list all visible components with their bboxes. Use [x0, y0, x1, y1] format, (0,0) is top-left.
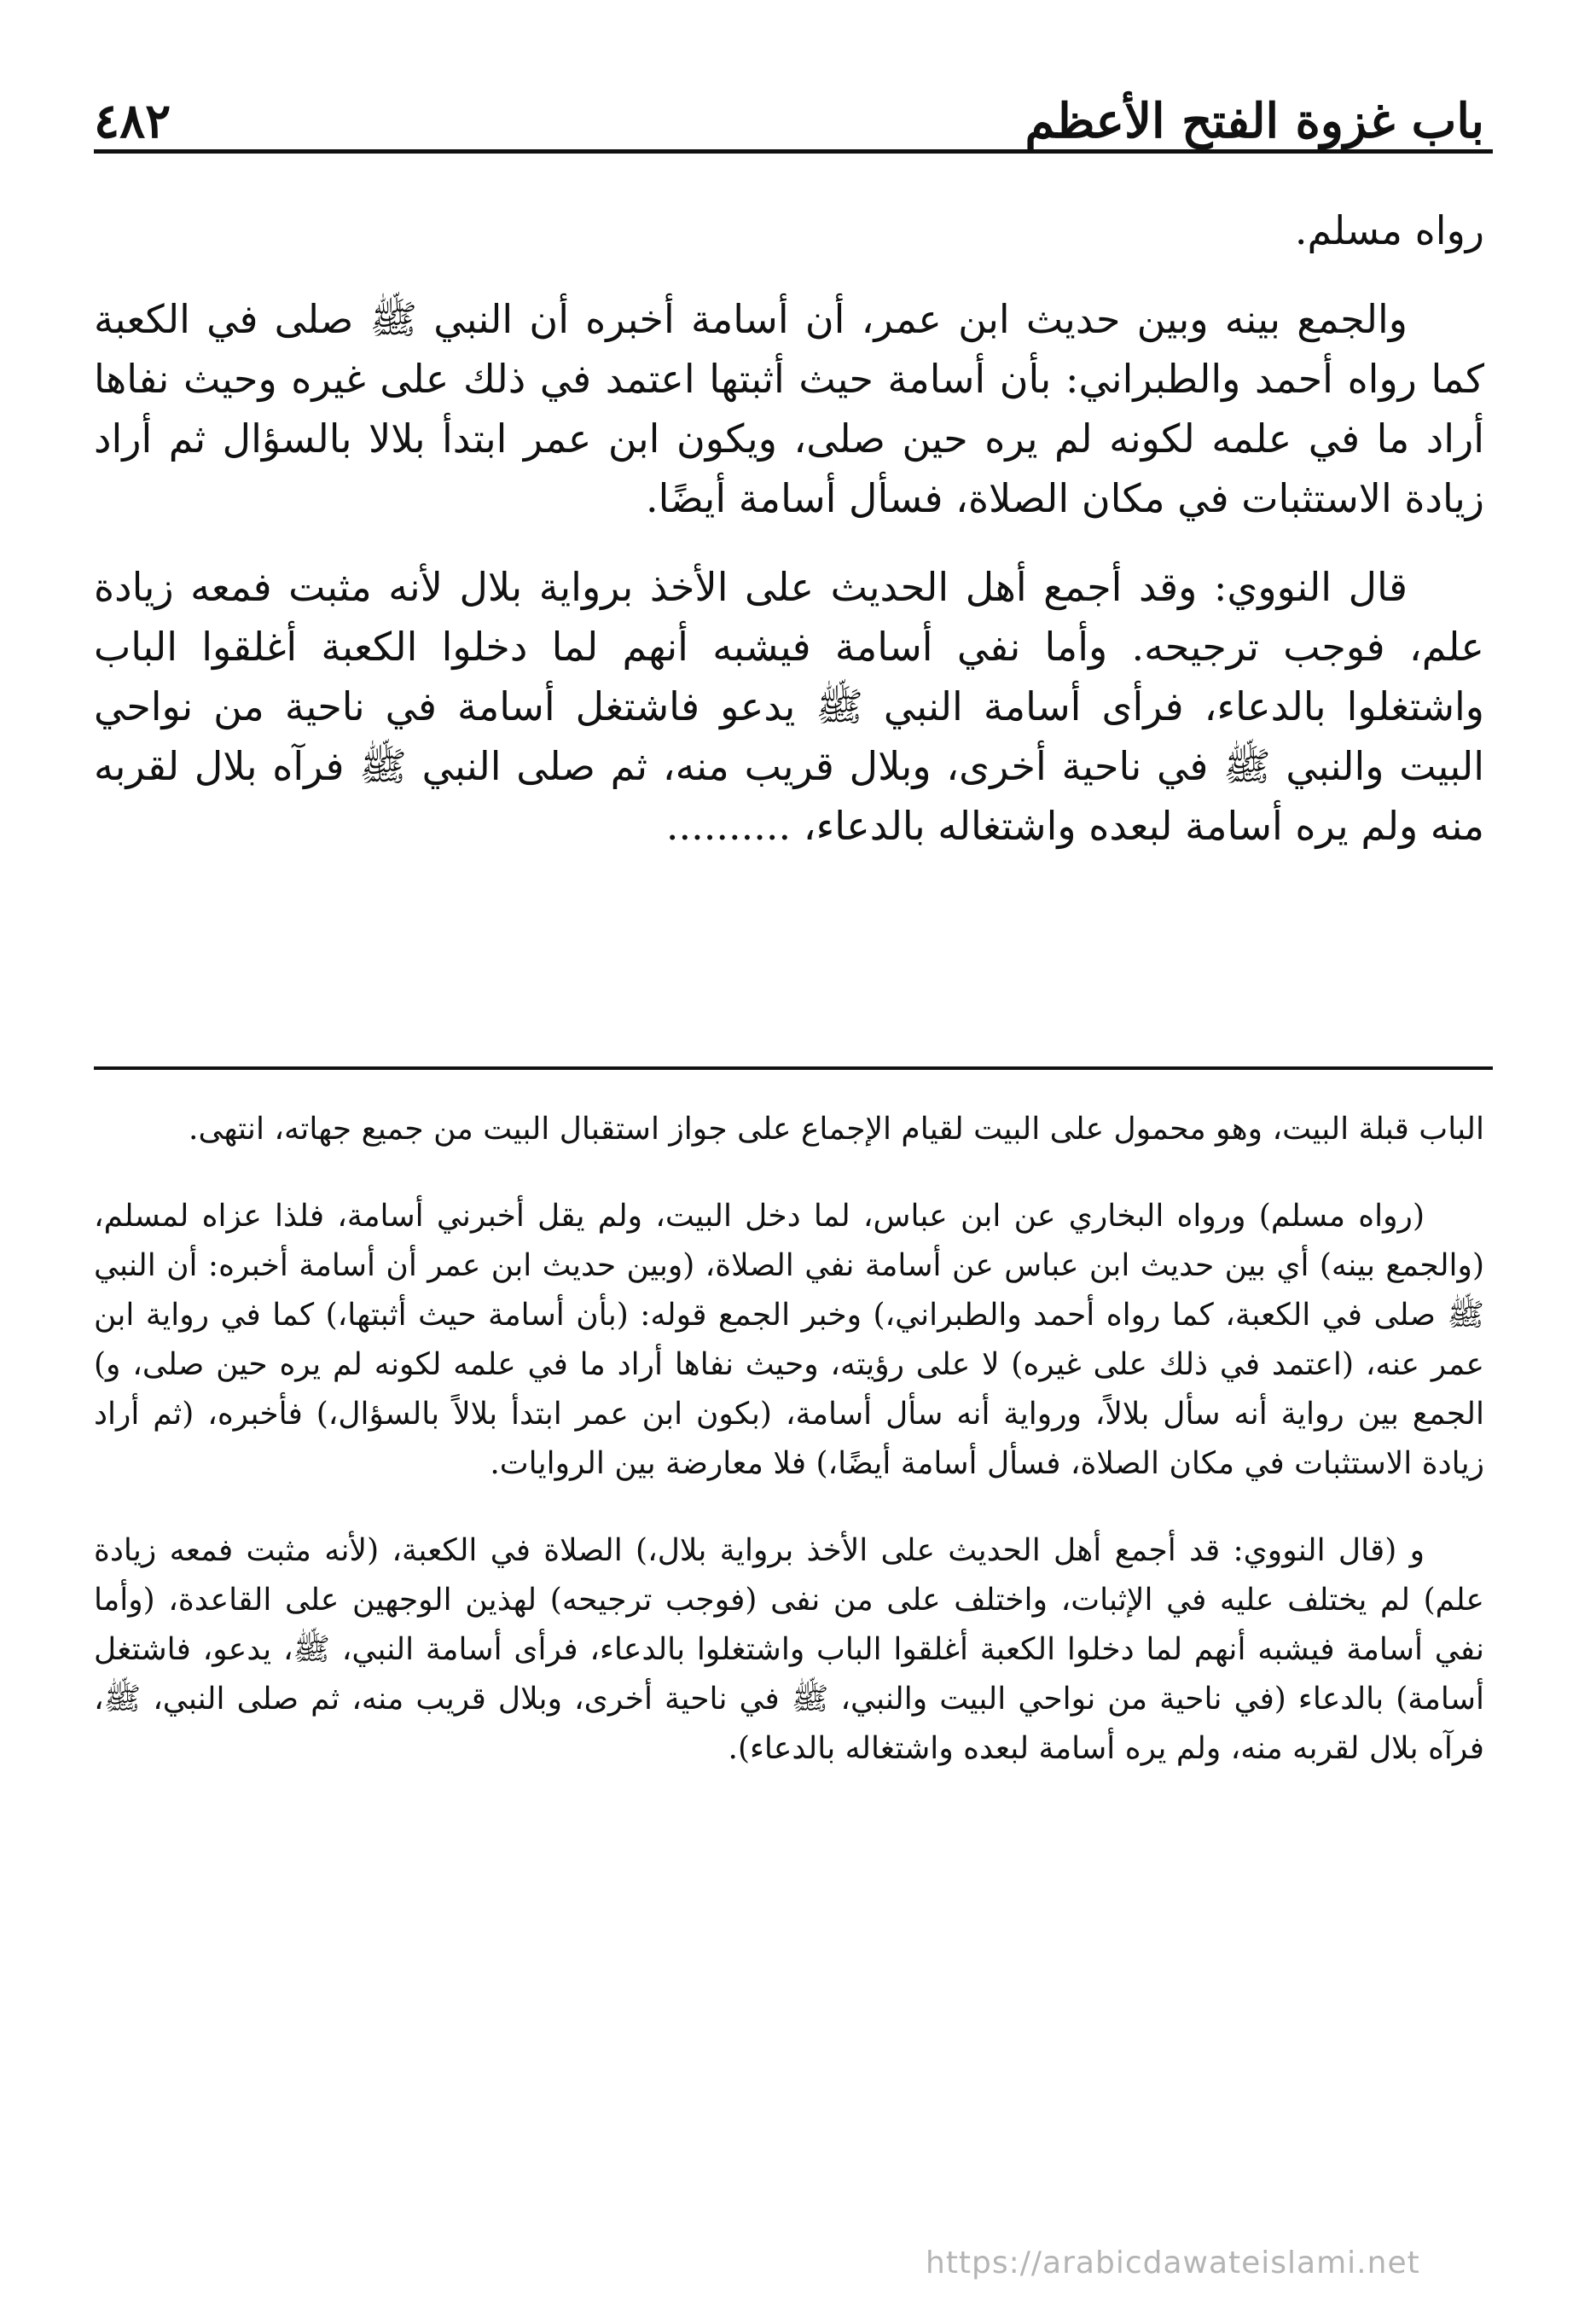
main-paragraph: والجمع بينه وبين حديث ابن عمر، أن أسامة أخبره أن النبي ﷺ صلى في الكعبة كما رواه أحمد والطبراني: بأن أسامة حيث أثبتها اعتمد في ذلك على غيره وحيث نفاها أراد ما في علمه لكونه لم يره حين صلى، ويكون ابن عمر ابتدأ بلالا بالسؤال ثم أراد زيادة الاستثبات في مكان الصلاة، فسأل أسامة أيضًا. — [94, 296, 1484, 521]
main-text — [94, 200, 1484, 856]
commentary-paragraph: الباب قبلة البيت، وهو محمول على البيت لقيام الإجماع على جواز استقبال البيت من جميع جهاته، انتهى. — [189, 1112, 1484, 1147]
commentary-paragraph: (رواه مسلم) ورواه البخاري عن ابن عباس، لما دخل البيت، ولم يقل أخبرني أسامة، فلذا عزاه لمسلم، (والجمع بينه) أي بين حديث ابن عباس عن أسامة نفي الصلاة، (وبين حديث ابن عمر أن أسامة أخبره: أن النبي ﷺ صلى في الكعبة، كما رواه أحمد والطبراني،) وخبر الجمع قوله: (بأن أسامة حيث أثبتها،) كما في رواية ابن عمر عنه، (اعتمد في ذلك على غيره) لا على رؤيته، وحيث نفاها أراد ما في علمه لكونه لم يره حين صلى، و) الجمع بين رواية أنه سأل بلالاً، ورواية أنه سأل أسامة، (بكون ابن عمر ابتدأ بلالاً بالسؤال،) فأخبره، (ثم أراد زيادة الاستثبات في مكان الصلاة، فسأل أسامة أيضًا،) فلا معارضة بين الروايات. — [94, 1199, 1484, 1481]
chapter-title: باب غزوة الفتح الأعظم — [1024, 93, 1484, 149]
header-divider — [94, 149, 1493, 154]
commentary-paragraph: و (قال النووي: قد أجمع أهل الحديث على الأخذ برواية بلال،) الصلاة في الكعبة، (لأنه مثبت فمعه زيادة علم) لم يختلف عليه في الإثبات، واختلف على من نفى (فوجب ترجيحه) لهذين الوجهين على القاعدة، (وأما نفي أسامة فيشبه أنهم لما دخلوا الكعبة أغلقوا الباب واشتغلوا بالدعاء، فرأى أسامة النبي، ﷺ، يدعو، فاشتغل أسامة) بالدعاء (في ناحية من نواحي البيت والنبي، ﷺ في ناحية أخرى، وبلال قريب منه، ثم صلى النبي، ﷺ، فرآه بلال لقربه منه، ولم يره أسامة لبعده واشتغاله بالدعاء). — [94, 1533, 1484, 1766]
main-paragraph: قال النووي: وقد أجمع أهل الحديث على الأخذ برواية بلال لأنه مثبت فمعه زيادة علم، فوجب ترجيحه. وأما نفي أسامة فيشبه أنهم لما دخلوا الكعبة أغلقوا الباب واشتغلوا بالدعاء، فرأى أسامة النبي ﷺ يدعو فاشتغل أسامة في ناحية من نواحي البيت والنبي ﷺ في ناحية أخرى، وبلال قريب منه، ثم صلى النبي ﷺ فرآه بلال لقربه منه ولم يره أسامة لبعده واشتغاله بالدعاء، .......... — [94, 564, 1484, 849]
commentary-divider — [94, 1066, 1493, 1070]
page-number: ٤٨٢ — [94, 93, 171, 149]
main-paragraph: رواه مسلم. — [1294, 207, 1484, 253]
commentary-text — [94, 1105, 1484, 1774]
watermark-url: https://arabicdawateislami.net — [926, 2246, 1420, 2280]
page-header — [94, 60, 1484, 149]
